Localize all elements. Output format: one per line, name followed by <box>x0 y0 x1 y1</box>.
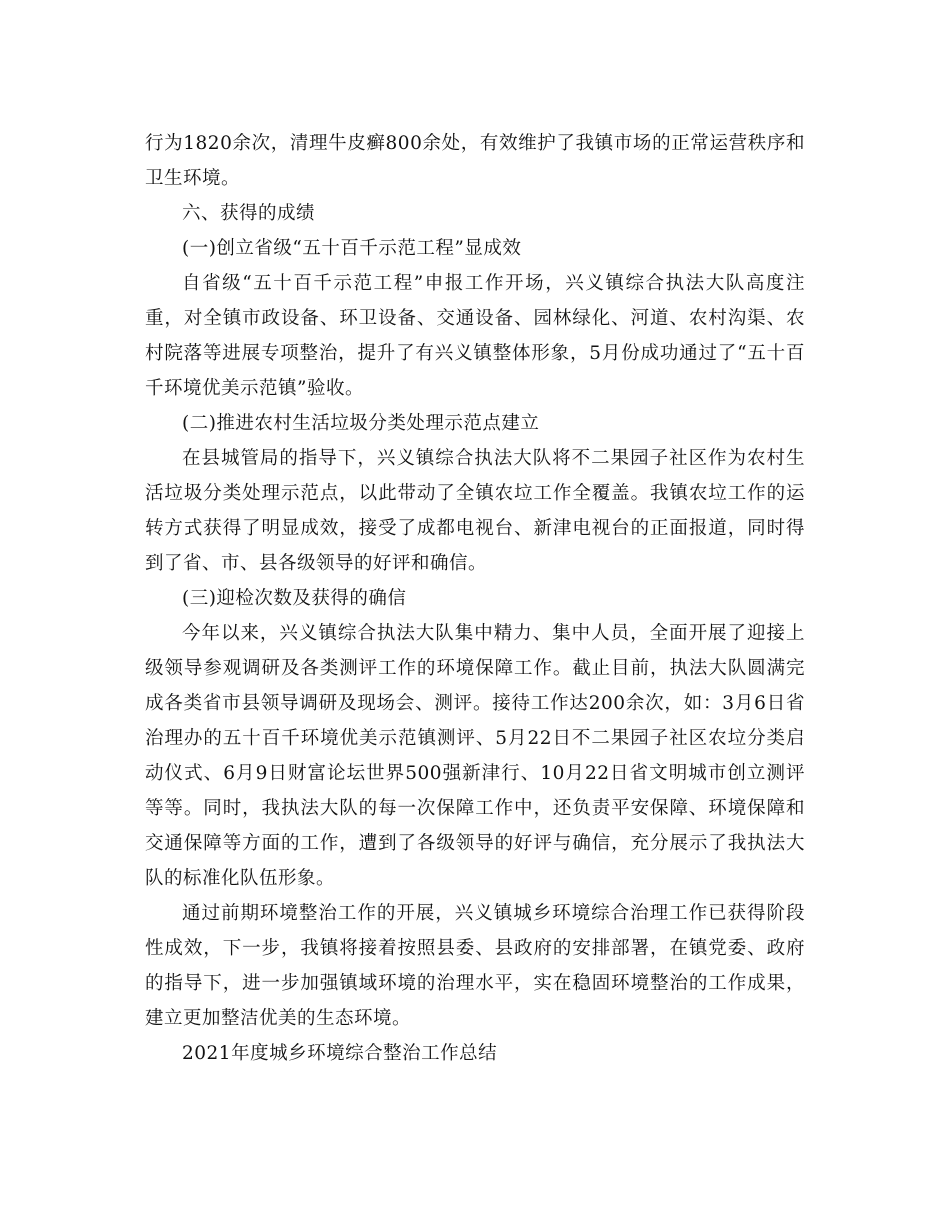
paragraph-demo-project: 自省级“五十百千示范工程”申报工作开场，兴义镇综合执法大队高度注重，对全镇市政设备、环卫设备、交通设备、园林绿化、河道、农村沟渠、农村院落等进展专项整治，提升了有兴义镇整体形象，5月份成功通过了“五十百千环境优美示范镇”验收。 <box>145 273 805 399</box>
document-body <box>145 126 805 1071</box>
document-title-line: 2021年度城乡环境综合整治工作总结 <box>182 1043 498 1064</box>
subheading-inspections: (三)迎检次数及获得的确信 <box>182 588 407 609</box>
paragraph-garbage-sorting: 在县城管局的指导下，兴义镇综合执法大队将不二果园子社区作为农村生活垃圾分类处理示范点，以此带动了全镇农垃工作全覆盖。我镇农垃工作的运转方式获得了明显成效，接受了成都电视台、新津电视台的正面报道，同时得到了省、市、县各级领导的好评和确信。 <box>145 448 805 574</box>
subheading-demo-project: (一)创立省级“五十百千示范工程”显成效 <box>182 238 522 259</box>
section-heading-achievements: 六、获得的成绩 <box>182 203 316 224</box>
paragraph-inspections: 今年以来，兴义镇综合执法大队集中精力、集中人员，全面开展了迎接上级领导参观调研及各类测评工作的环境保障工作。截止目前，执法大队圆满完成各类省市县领导调研及现场会、测评。接待工作达200余次，如：3月6日省治理办的五十百千环境优美示范镇测评、5月22日不二果园子社区农垃分类启动仪式、6月9日财富论坛世界500强新津行、10月22日省文明城市创立测评等等。同时，我执法大队的每一次保障工作中，还负责平安保障、环境保障和交通保障等方面的工作，遭到了各级领导的好评与确信，充分展示了我执法大队的标准化队伍形象。 <box>145 623 805 889</box>
paragraph-continuation: 行为1820余次，清理牛皮癣800余处，有效维护了我镇市场的正常运营秩序和卫生环境。 <box>145 133 805 189</box>
paragraph-conclusion: 通过前期环境整治工作的开展，兴义镇城乡环境综合治理工作已获得阶段性成效，下一步，我镇将接着按照县委、县政府的安排部署，在镇党委、政府的指导下，进一步加强镇域环境的治理水平，实在稳固环境整治的工作成果，建立更加整洁优美的生态环境。 <box>145 903 805 1029</box>
subheading-garbage-sorting: (二)推进农村生活垃圾分类处理示范点建立 <box>182 413 540 434</box>
